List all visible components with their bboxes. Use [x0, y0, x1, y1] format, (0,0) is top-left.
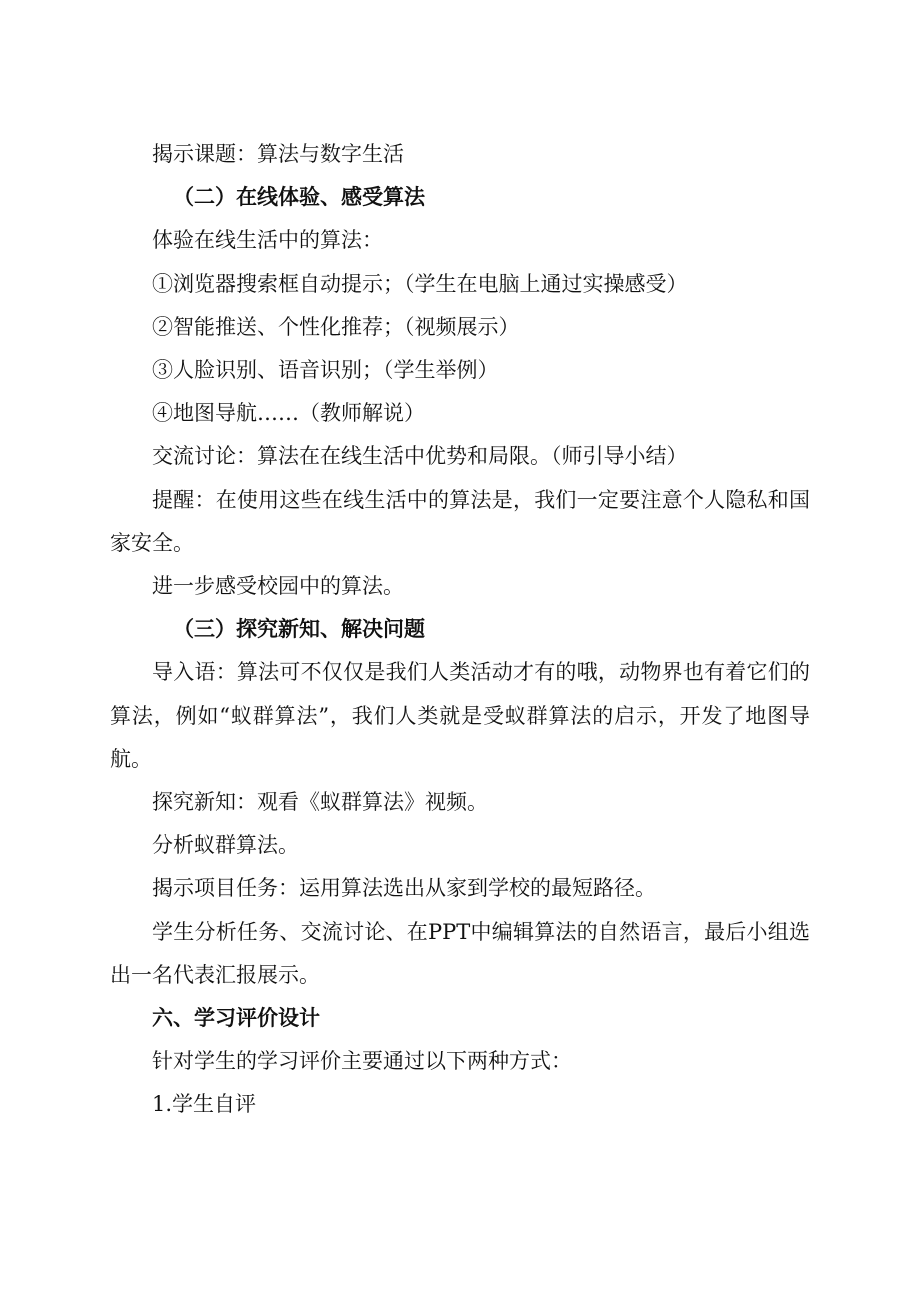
list-item-smart-push: ②智能推送、个性化推荐；（视频展示）	[152, 314, 520, 339]
list-item-browser-suggest: ①浏览器搜索框自动提示；（学生在电脑上通过实操感受）	[152, 271, 688, 296]
paragraph-student-analysis: 学生分析任务、交流讨论、在PPT中编辑算法的自然语言，最后小组选出一名代表汇报展示。	[110, 919, 810, 987]
paragraph-reveal-topic: 揭示课题：算法与数字生活	[152, 142, 404, 166]
list-item-map-navigation: ④地图导航……（教师解说）	[152, 401, 425, 426]
list-item-face-voice: ③人脸识别、语音识别；（学生举例）	[152, 358, 499, 383]
paragraph-project-task: 揭示项目任务：运用算法选出从家到学校的最短路径。	[152, 876, 656, 901]
paragraph-self-evaluation: 1.学生自评	[152, 1092, 257, 1117]
section-heading-explore: （三）探究新知、解决问题	[173, 617, 425, 642]
paragraph-discussion: 交流讨论：算法在在线生活中优势和局限。（师引导小结）	[152, 444, 688, 469]
paragraph-analyze-ant: 分析蚁群算法。	[152, 833, 299, 858]
paragraph-watch-video: 探究新知：观看《蚁群算法》视频。	[152, 790, 488, 815]
paragraph-intro-ant: 导入语：算法可不仅仅是我们人类活动才有的哦，动物界也有着它们的算法，例如“蚁群算法”，我们人类就是受蚁群算法的启示，开发了地图导航。	[110, 660, 810, 771]
section-heading-online-experience: （二）在线体验、感受算法	[173, 185, 425, 210]
paragraph-campus-algorithm: 进一步感受校园中的算法。	[152, 574, 404, 599]
section-heading-evaluation: 六、学习评价设计	[152, 1006, 320, 1031]
paragraph-reminder: 提醒：在使用这些在线生活中的算法是，我们一定要注意个人隐私和国家安全。	[110, 487, 810, 555]
paragraph-evaluation-methods: 针对学生的学习评价主要通过以下两种方式：	[152, 1049, 572, 1074]
document-body	[110, 133, 810, 1127]
paragraph-experience-intro: 体验在线生活中的算法：	[152, 228, 383, 253]
